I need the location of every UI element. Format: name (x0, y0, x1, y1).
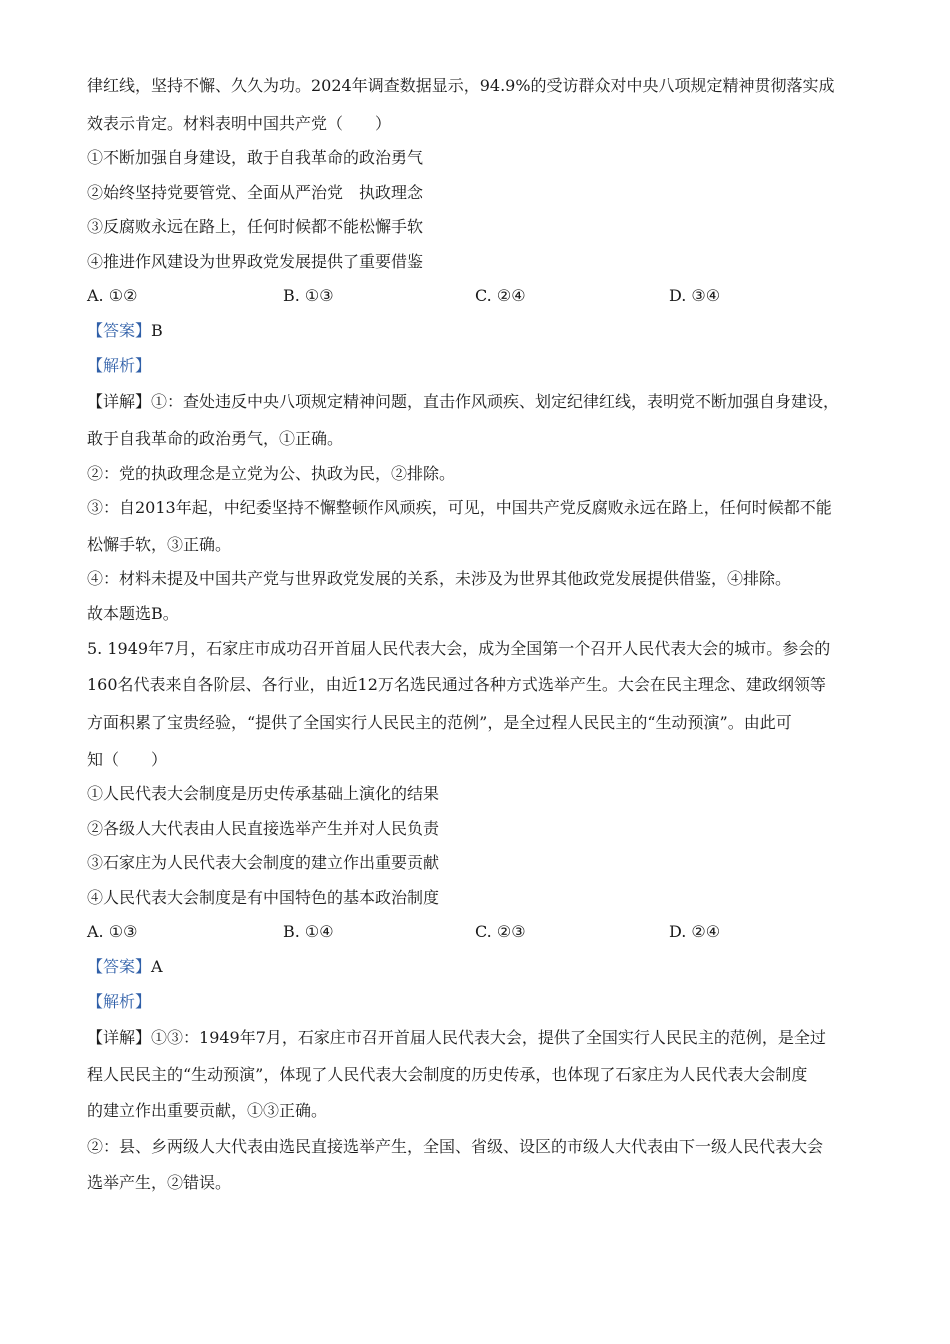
q5-answer-label: 【答案】 (87, 957, 152, 976)
q5-option-b: B. ①④ (283, 922, 334, 941)
q5-analysis-label: 【解析】 (87, 992, 152, 1011)
q4-answer (87, 320, 163, 342)
q4-answer-value: B (151, 321, 163, 340)
q4-explain-line4: ③：自2013年起，中纪委坚持不懈整顿作风顽疾，可见，中国共产党反腐败永远在路上，任何时候都不能 (87, 498, 832, 517)
q4-explain-line6: ④：材料未提及中国共产党与世界政党发展的关系，未涉及为世界其他政党发展提供借鉴，④排除。 (87, 569, 792, 588)
q4-detail-label: 【详解】 (87, 392, 152, 411)
q4-item-2: ②始终坚持党要管党、全面从严治党 执政理念 (87, 183, 424, 202)
q5-option-a: A. ①③ (87, 922, 138, 941)
q4-answer-label: 【答案】 (87, 321, 152, 340)
q5-item-3: ③石家庄为人民代表大会制度的建立作出重要贡献 (87, 853, 440, 872)
q4-item-1: ①不断加强自身建设，敢于自我革命的政治勇气 (87, 148, 424, 167)
q5-option-d: D. ②④ (669, 922, 721, 941)
q5-answer-value: A (151, 957, 163, 976)
q5-stem-line3: 方面积累了宝贵经验，“提供了全国实行人民民主的范例”，是全过程人民民主的“生动预演”。由此可 (87, 713, 792, 732)
q5-stem-line4: 知（ ） (87, 750, 168, 769)
q5-explain-line3: 的建立作出重要贡献，①③正确。 (87, 1101, 328, 1120)
q5-explain-line4: ②：县、乡两级人大代表由选民直接选举产生，全国、省级、设区的市级人大代表由下一级人民代表大会 (87, 1137, 824, 1156)
q5-item-1: ①人民代表大会制度是历史传承基础上演化的结果 (87, 784, 440, 803)
q4-option-c: C. ②④ (475, 286, 526, 305)
q4-option-a: A. ①② (87, 286, 138, 305)
q5-detail-label: 【详解】 (87, 1028, 152, 1047)
q4-explain-line2: 敢于自我革命的政治勇气，①正确。 (87, 429, 344, 448)
q4-option-d: D. ③④ (669, 286, 721, 305)
q5-explain-line2: 程人民民主的“生动预演”，体现了人民代表大会制度的历史传承，也体现了石家庄为人民代表大会制度 (87, 1065, 808, 1084)
q5-answer (87, 956, 163, 978)
q4-stem-line1: 律红线，坚持不懈、久久为功。2024年调查数据显示，94.9%的受访群众对中央八项规定精神贯彻落实成 (87, 76, 835, 95)
q5-explain-line5: 选举产生，②错误。 (87, 1173, 232, 1192)
q4-explain-line3: ②：党的执政理念是立党为公、执政为民，②排除。 (87, 464, 456, 483)
q4-conclusion: 故本题选B。 (87, 604, 179, 623)
q5-option-c: C. ②③ (475, 922, 526, 941)
q5-stem-line1: 5. 1949年7月，石家庄市成功召开首届人民代表大会，成为全国第一个召开人民代表大会的城市。参会的 (87, 639, 831, 658)
q5-item-2: ②各级人大代表由人民直接选举产生并对人民负责 (87, 819, 440, 838)
q4-item-4: ④推进作风建设为世界政党发展提供了重要借鉴 (87, 252, 424, 271)
q4-item-3: ③反腐败永远在路上，任何时候都不能松懈手软 (87, 217, 424, 236)
q4-stem-line2: 效表示肯定。材料表明中国共产党（ ） (87, 114, 392, 133)
q5-explain-text1: ①③：1949年7月，石家庄市召开首届人民代表大会，提供了全国实行人民民主的范例，是全过 (151, 1028, 826, 1047)
q4-explain-line1 (87, 391, 839, 413)
q5-explain-line1 (87, 1027, 826, 1049)
q4-analysis-label: 【解析】 (87, 356, 152, 375)
q5-stem-line2: 160名代表来自各阶层、各行业，由近12万名选民通过各种方式选举产生。大会在民主理念、建政纲领等 (87, 675, 826, 694)
q4-explain-line5: 松懈手软，③正确。 (87, 535, 232, 554)
q5-item-4: ④人民代表大会制度是有中国特色的基本政治制度 (87, 888, 440, 907)
q4-option-b: B. ①③ (283, 286, 334, 305)
q4-explain-text1: ①：查处违反中央八项规定精神问题，直击作风顽疾、划定纪律红线，表明党不断加强自身建设， (151, 392, 840, 411)
